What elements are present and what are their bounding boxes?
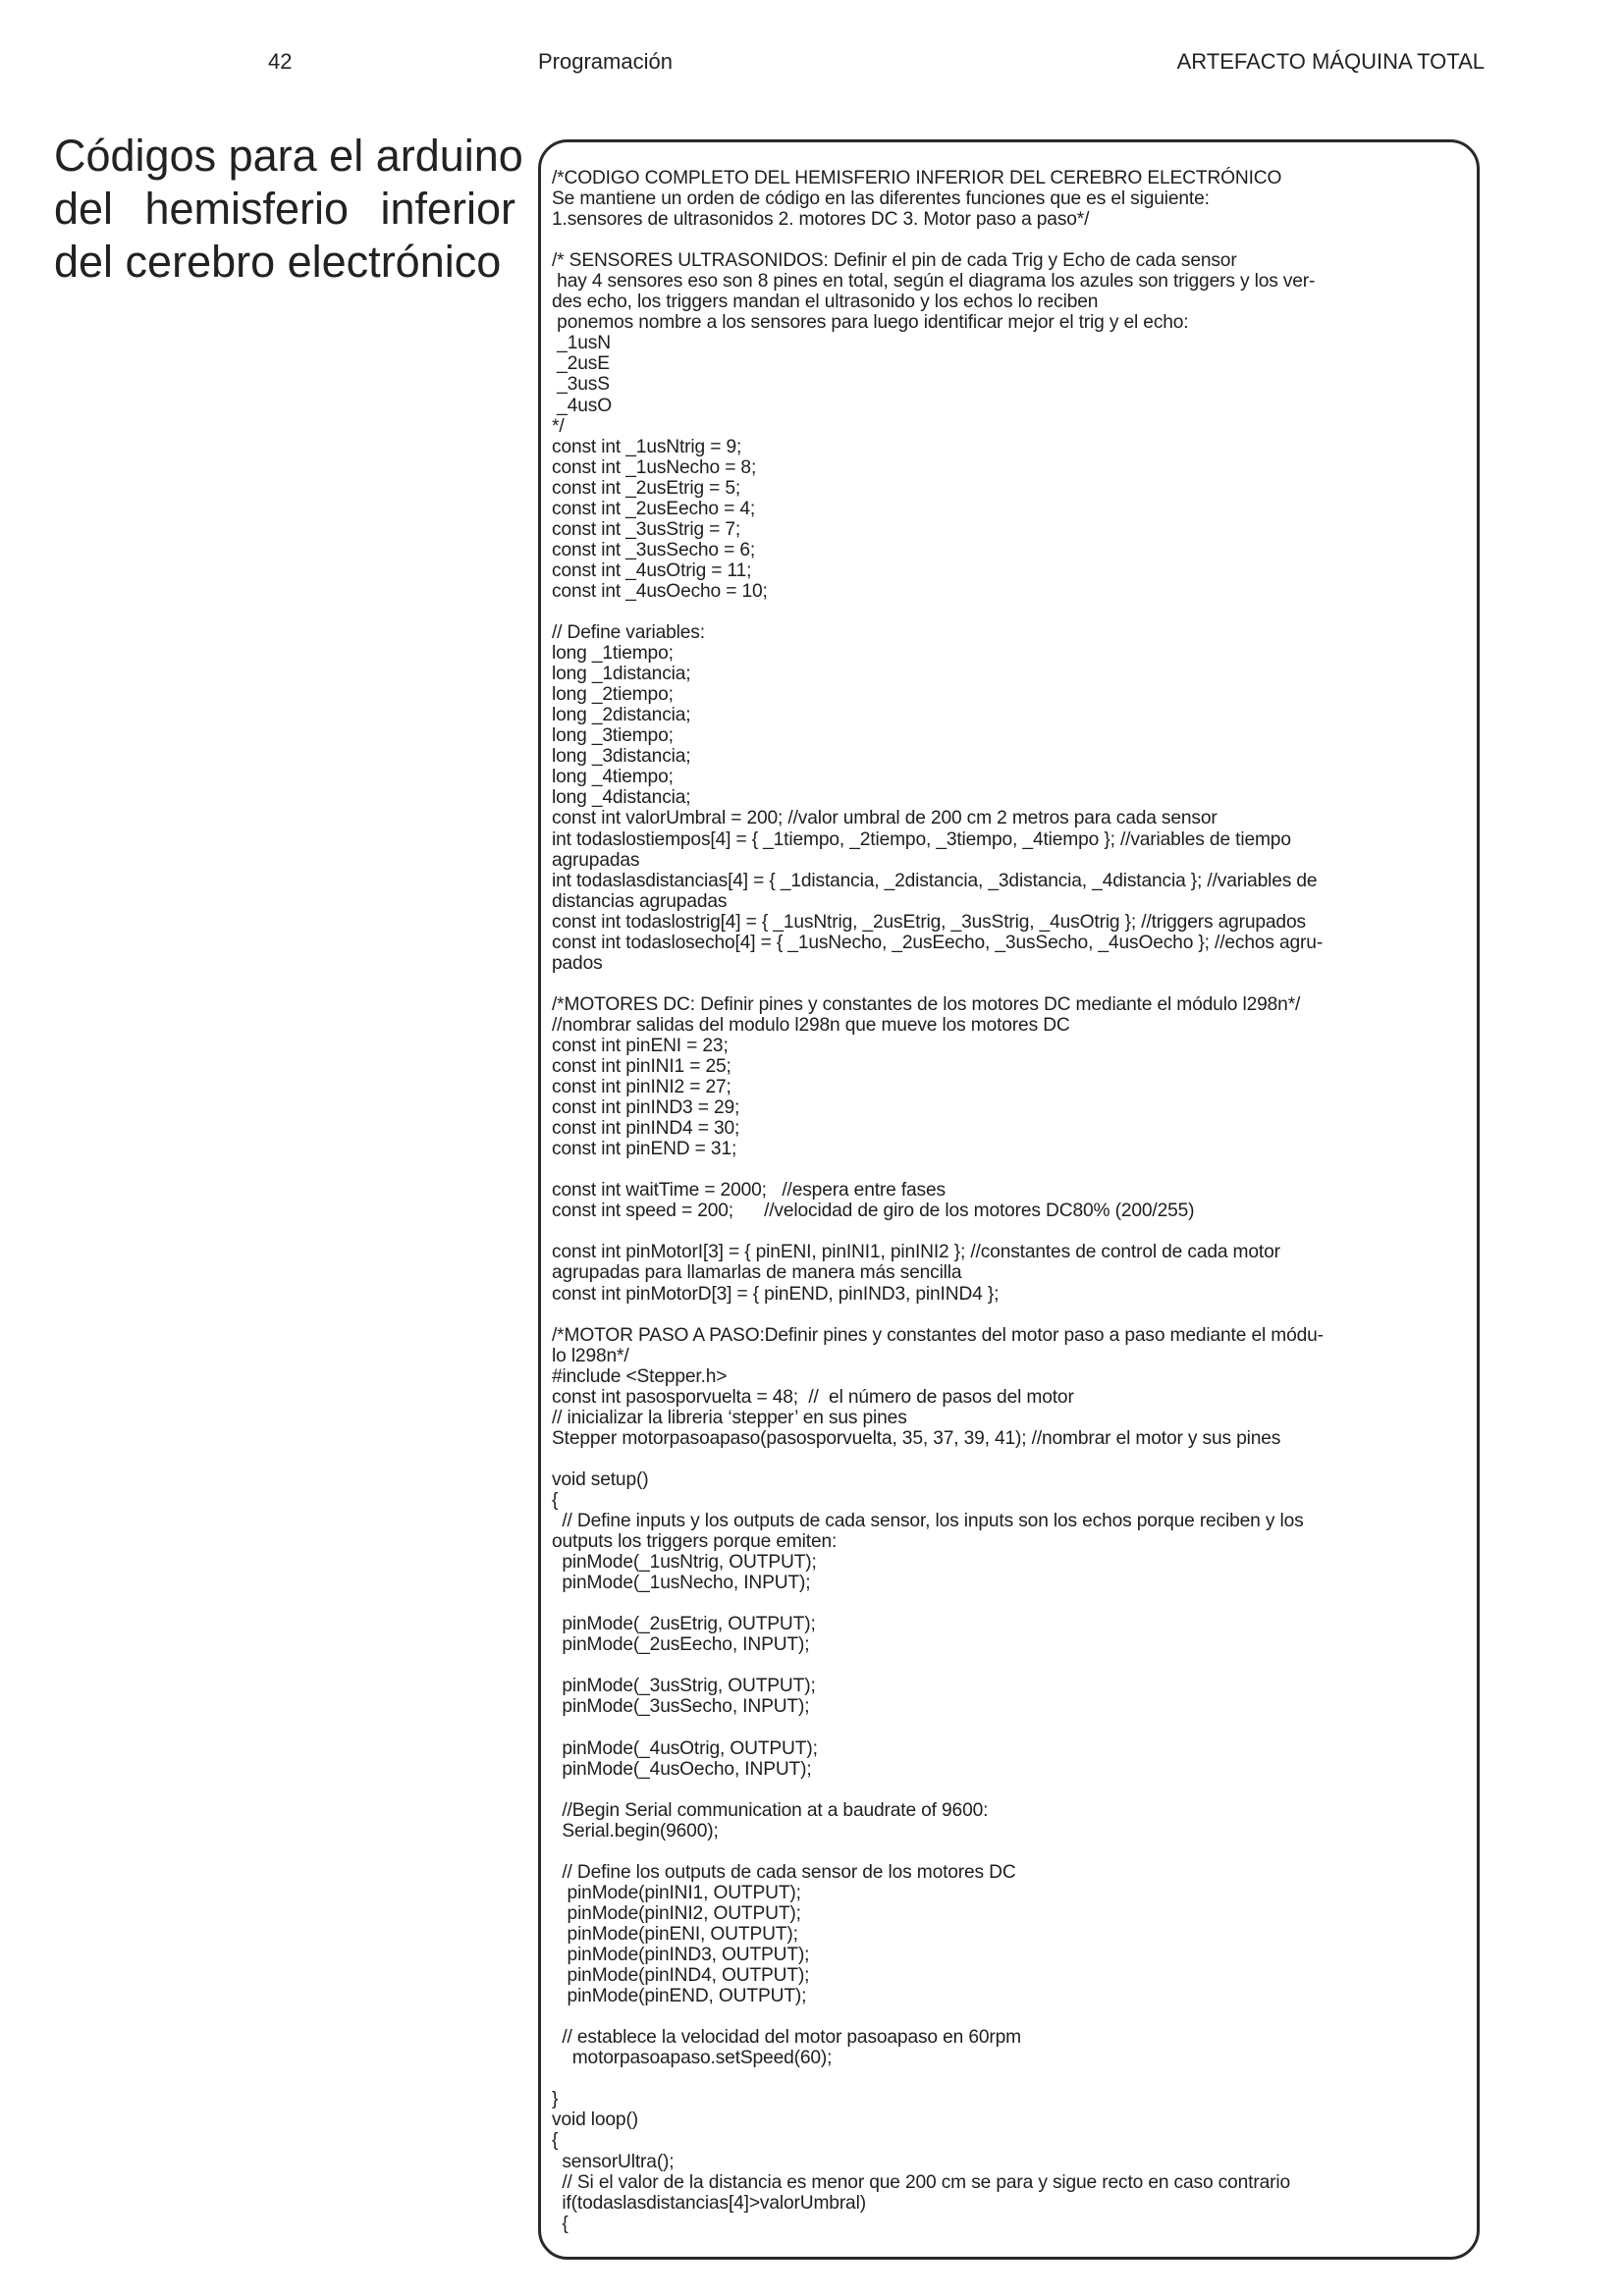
code-line: agrupadas bbox=[552, 849, 640, 871]
code-line: pinMode(pinENI, OUTPUT); bbox=[552, 1923, 798, 1945]
code-line: long _2distancia; bbox=[552, 705, 691, 726]
code-line: 1.sensores de ultrasonidos 2. motores DC 3. Motor paso a paso*/ bbox=[552, 209, 1090, 231]
code-line bbox=[552, 974, 1470, 994]
code-line: pinMode(pinEND, OUTPUT); bbox=[552, 1986, 807, 2007]
code-line bbox=[552, 230, 1470, 250]
code-line: //Begin Serial communication at a baudrate of 9600: bbox=[552, 1799, 989, 1821]
code-line: int todaslostiempos[4] = { _1tiempo, _2tiempo, _3tiempo, _4tiempo }; //variables de tiempo bbox=[552, 828, 1291, 850]
code-line: const int speed = 200; //velocidad de giro de los motores DC80% (200/255) bbox=[552, 1201, 1195, 1222]
code-line: const int pinEND = 31; bbox=[552, 1139, 737, 1160]
code-line: hay 4 sensores eso son 8 pines en total, según el diagrama los azules son triggers y los ver- bbox=[552, 271, 1316, 293]
code-line: #include <Stepper.h> bbox=[552, 1365, 728, 1387]
code-line: // Define los outputs de cada sensor de los motores DC bbox=[552, 1861, 1016, 1883]
code-line: pinMode(_3usStrig, OUTPUT); bbox=[552, 1676, 816, 1697]
code-line: const int _1usNecho = 8; bbox=[552, 456, 757, 478]
code-line: long _3tiempo; bbox=[552, 725, 674, 747]
code-line: const int _2usEecho = 4; bbox=[552, 498, 756, 519]
code-line: const int _3usStrig = 7; bbox=[552, 518, 741, 540]
code-line: long _3distancia; bbox=[552, 746, 691, 768]
code-line: void setup() bbox=[552, 1468, 649, 1490]
code-line: const int pinMotorI[3] = { pinENI, pinINI1, pinINI2 }; //constantes de control de cada motor bbox=[552, 1242, 1280, 1263]
code-line: const int waitTime = 2000; //espera entre fases bbox=[552, 1180, 946, 1201]
code-line bbox=[552, 1593, 1470, 1614]
code-line: pados bbox=[552, 952, 603, 974]
code-listing-box bbox=[538, 139, 1480, 2260]
code-line: const int pasosporvuelta = 48; // el número de pasos del motor bbox=[552, 1386, 1074, 1408]
code-line: pinMode(pinINI1, OUTPUT); bbox=[552, 1882, 801, 1903]
code-line: _2usE bbox=[552, 353, 610, 375]
code-line bbox=[552, 1718, 1470, 1738]
chapter-heading bbox=[54, 130, 523, 289]
code-line: pinMode(_1usNecho, INPUT); bbox=[552, 1573, 811, 1594]
code-line: /* SENSORES ULTRASONIDOS: Definir el pin de cada Trig y Echo de cada sensor bbox=[552, 250, 1237, 272]
code-line: lo l298n*/ bbox=[552, 1345, 629, 1366]
code-line: const int pinINI2 = 27; bbox=[552, 1077, 731, 1098]
code-line: const int pinENI = 23; bbox=[552, 1035, 729, 1056]
code-line: pinMode(_2usEtrig, OUTPUT); bbox=[552, 1614, 816, 1635]
code-line: { bbox=[552, 2130, 559, 2152]
code-line: long _1tiempo; bbox=[552, 643, 674, 665]
code-line: //nombrar salidas del modulo l298n que mueve los motores DC bbox=[552, 1014, 1070, 1036]
code-line: long _4distancia; bbox=[552, 787, 691, 809]
code-line: ponemos nombre a los sensores para luego identificar mejor el trig y el echo: bbox=[552, 312, 1189, 334]
code-line: // establece la velocidad del motor pasoapaso en 60rpm bbox=[552, 2027, 1021, 2049]
code-line bbox=[552, 1655, 1470, 1676]
section-title: Programación bbox=[538, 49, 673, 74]
code-line bbox=[552, 1159, 1470, 1180]
code-line: long _2tiempo; bbox=[552, 684, 674, 706]
code-line: _4usO bbox=[552, 395, 612, 416]
code-line: const int _1usNtrig = 9; bbox=[552, 436, 742, 457]
code-line: const int todaslostrig[4] = { _1usNtrig, _2usEtrig, _3usStrig, _4usOtrig }; //triggers agrupados bbox=[552, 911, 1306, 933]
code-line: const int pinIND4 = 30; bbox=[552, 1118, 740, 1140]
heading-line: del cerebro electrónico bbox=[54, 237, 502, 287]
code-line: distancias agrupadas bbox=[552, 890, 728, 912]
code-line: pinMode(pinIND4, OUTPUT); bbox=[552, 1965, 810, 1987]
code-line: Serial.begin(9600); bbox=[552, 1820, 719, 1842]
code-line: void loop() bbox=[552, 2109, 638, 2131]
code-line: Stepper motorpasoapaso(pasosporvuelta, 35, 37, 39, 41); //nombrar el motor y sus pines bbox=[552, 1427, 1281, 1449]
code-line: */ bbox=[552, 415, 565, 437]
code-line: { bbox=[552, 2213, 568, 2234]
code-line: agrupadas para llamarlas de manera más sencilla bbox=[552, 1262, 962, 1284]
code-line: const int _4usOecho = 10; bbox=[552, 580, 768, 602]
code-line: _3usS bbox=[552, 374, 610, 396]
code-line bbox=[552, 1221, 1470, 1242]
code-line: long _1distancia; bbox=[552, 664, 691, 685]
code-line bbox=[552, 1305, 1470, 1325]
code-line bbox=[552, 1842, 1470, 1862]
code-line: // Define variables: bbox=[552, 622, 705, 644]
code-line: const int pinMotorD[3] = { pinEND, pinIND3, pinIND4 }; bbox=[552, 1283, 1000, 1305]
code-line: const int todaslosecho[4] = { _1usNecho, _2usEecho, _3usSecho, _4usOecho }; //echos agru- bbox=[552, 932, 1324, 953]
heading-line: Códigos para el arduino bbox=[54, 131, 523, 181]
code-line: Se mantiene un orden de código en las diferentes funciones que es el siguiente: bbox=[552, 188, 1210, 210]
code-line: const int pinINI1 = 25; bbox=[552, 1056, 731, 1078]
book-title: ARTEFACTO MÁQUINA TOTAL bbox=[1176, 49, 1485, 74]
code-line: const int _3usSecho = 6; bbox=[552, 539, 756, 561]
code-line: // Define inputs y los outputs de cada sensor, los inputs son los echos porque reciben y los bbox=[552, 1511, 1304, 1532]
code-line: pinMode(_2usEecho, INPUT); bbox=[552, 1634, 810, 1656]
code-line: { bbox=[552, 1490, 559, 1511]
code-line: pinMode(_1usNtrig, OUTPUT); bbox=[552, 1552, 817, 1574]
heading-line: del hemisferio inferior bbox=[54, 184, 515, 234]
code-line: outputs los triggers porque emiten: bbox=[552, 1531, 838, 1553]
code-line: des echo, los triggers mandan el ultrasonido y los echos lo reciben bbox=[552, 292, 1099, 313]
code-line: // Si el valor de la distancia es menor que 200 cm se para y sigue recto en caso contrario bbox=[552, 2171, 1290, 2193]
code-line bbox=[552, 2006, 1470, 2027]
code-line: const int _2usEtrig = 5; bbox=[552, 477, 741, 499]
code-line bbox=[552, 1780, 1470, 1800]
code-line: const int valorUmbral = 200; //valor umbral de 200 cm 2 metros para cada sensor bbox=[552, 808, 1218, 829]
code-line: pinMode(_4usOtrig, OUTPUT); bbox=[552, 1737, 818, 1759]
code-line: pinMode(_4usOecho, INPUT); bbox=[552, 1758, 812, 1780]
code-line: pinMode(_3usSecho, INPUT); bbox=[552, 1696, 810, 1718]
code-line: } bbox=[552, 2089, 559, 2110]
code-line: pinMode(pinIND3, OUTPUT); bbox=[552, 1945, 810, 1966]
code-line: // inicializar la libreria ‘stepper’ en sus pines bbox=[552, 1407, 907, 1428]
code-listing bbox=[552, 168, 1470, 2234]
code-line: motorpasoapaso.setSpeed(60); bbox=[552, 2048, 833, 2069]
code-line: /*CODIGO COMPLETO DEL HEMISFERIO INFERIOR DEL CEREBRO ELECTRÓNICO bbox=[552, 168, 1282, 188]
code-line: long _4tiempo; bbox=[552, 767, 674, 788]
code-line: sensorUltra(); bbox=[552, 2151, 675, 2172]
code-line: int todaslasdistancias[4] = { _1distancia, _2distancia, _3distancia, _4distancia }; //variables de bbox=[552, 870, 1318, 891]
code-line bbox=[552, 1449, 1470, 1469]
code-line: _1usN bbox=[552, 333, 611, 354]
code-line bbox=[552, 2068, 1470, 2089]
code-line: /*MOTOR PASO A PASO:Definir pines y constantes del motor paso a paso mediante el módu- bbox=[552, 1324, 1324, 1346]
code-line: /*MOTORES DC: Definir pines y constantes de los motores DC mediante el módulo l298n*/ bbox=[552, 993, 1301, 1015]
code-line: pinMode(pinINI2, OUTPUT); bbox=[552, 1902, 801, 1924]
code-line: const int _4usOtrig = 11; bbox=[552, 560, 752, 581]
code-line: const int pinIND3 = 29; bbox=[552, 1097, 740, 1119]
page-number: 42 bbox=[268, 49, 293, 74]
code-line bbox=[552, 602, 1470, 622]
code-line: if(todaslasdistancias[4]>valorUmbral) bbox=[552, 2192, 866, 2214]
